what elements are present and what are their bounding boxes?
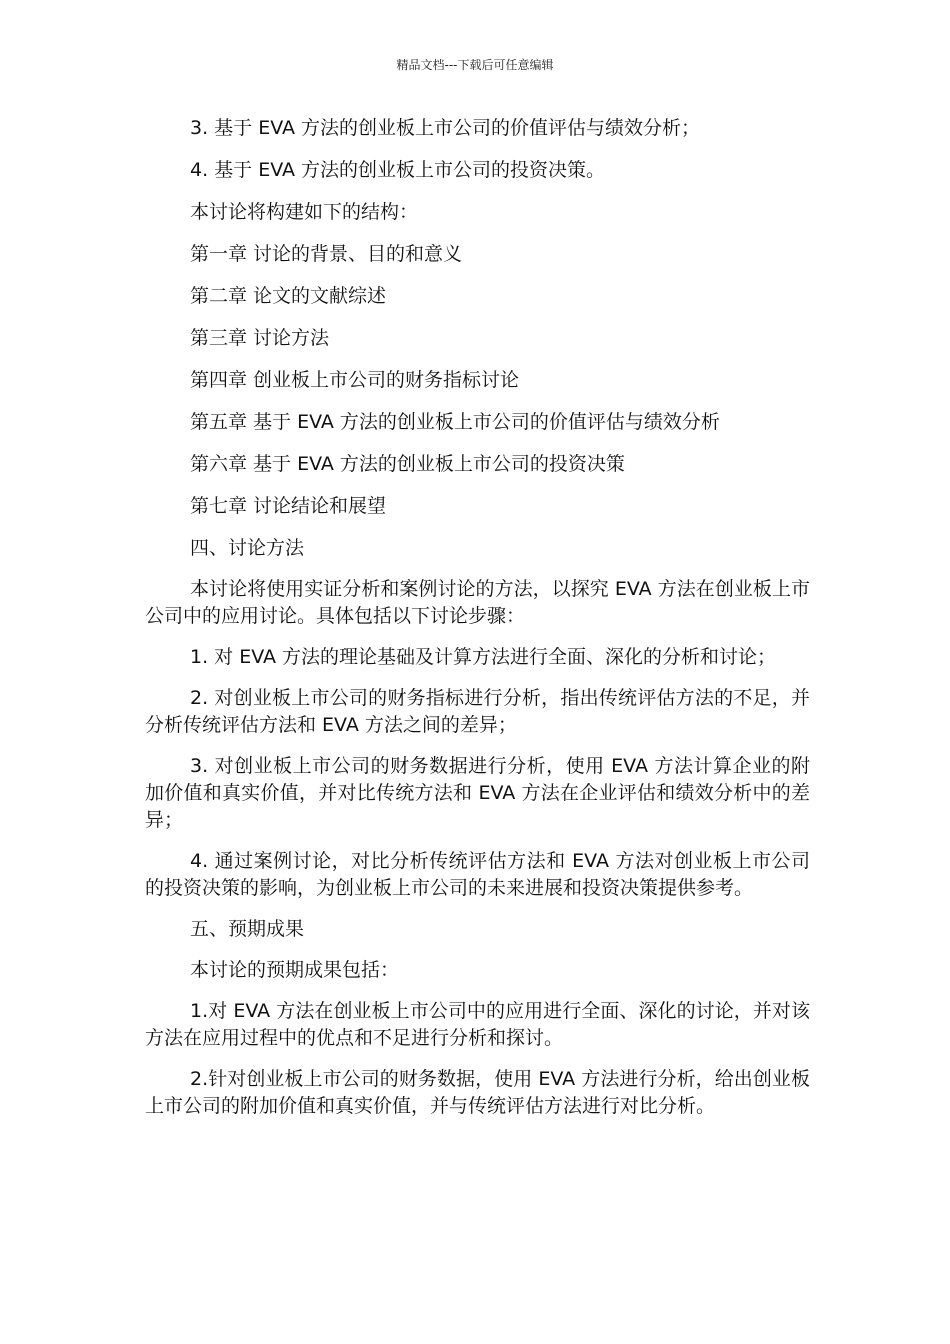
chapter-6: 第六章 基于 EVA 方法的创业板上市公司的投资决策 bbox=[190, 453, 625, 475]
section-heading-results: 五、预期成果 bbox=[190, 918, 305, 940]
chapter-1: 第一章 讨论的背景、目的和意义 bbox=[190, 243, 463, 265]
method-step-3: 3. 对创业板上市公司的财务数据进行分析，使用 EVA 方法计算企业的附加价值和真实价值，并对比传统方法和 EVA 方法在企业评估和绩效分析中的差异； bbox=[145, 755, 810, 831]
document-body bbox=[145, 114, 810, 1134]
results-intro: 本讨论的预期成果包括： bbox=[190, 959, 400, 981]
structure-intro: 本讨论将构建如下的结构： bbox=[190, 201, 419, 223]
method-step-2: 2. 对创业板上市公司的财务指标进行分析，指出传统评估方法的不足，并分析传统评估方法和 EVA 方法之间的差异； bbox=[145, 687, 810, 736]
chapter-2: 第二章 论文的文献综述 bbox=[190, 285, 387, 307]
chapter-4: 第四章 创业板上市公司的财务指标讨论 bbox=[190, 369, 520, 391]
chapter-3: 第三章 讨论方法 bbox=[190, 327, 330, 349]
list-item-4: 4. 基于 EVA 方法的创业板上市公司的投资决策。 bbox=[190, 159, 606, 181]
chapter-5: 第五章 基于 EVA 方法的创业板上市公司的价值评估与绩效分析 bbox=[190, 411, 720, 433]
method-step-1: 1. 对 EVA 方法的理论基础及计算方法进行全面、深化的分析和讨论； bbox=[190, 646, 777, 668]
result-item-2: 2.针对创业板上市公司的财务数据，使用 EVA 方法进行分析，给出创业板上市公司的附加价值和真实价值，并与传统评估方法进行对比分析。 bbox=[145, 1068, 810, 1117]
method-step-4: 4. 通过案例讨论，对比分析传统评估方法和 EVA 方法对创业板上市公司的投资决策的影响，为创业板上市公司的未来进展和投资决策提供参考。 bbox=[145, 850, 810, 899]
chapter-7: 第七章 讨论结论和展望 bbox=[190, 495, 387, 517]
page-header: 精品文档---下载后可任意编辑 bbox=[396, 58, 554, 72]
list-item-3: 3. 基于 EVA 方法的创业板上市公司的价值评估与绩效分析； bbox=[190, 117, 701, 139]
method-intro-paragraph: 本讨论将使用实证分析和案例讨论的方法，以探究 EVA 方法在创业板上市公司中的应用讨论。具体包括以下讨论步骤： bbox=[145, 578, 810, 627]
result-item-1: 1.对 EVA 方法在创业板上市公司中的应用进行全面、深化的讨论，并对该方法在应用过程中的优点和不足进行分析和探讨。 bbox=[145, 1000, 810, 1049]
section-heading-method: 四、讨论方法 bbox=[190, 537, 305, 559]
